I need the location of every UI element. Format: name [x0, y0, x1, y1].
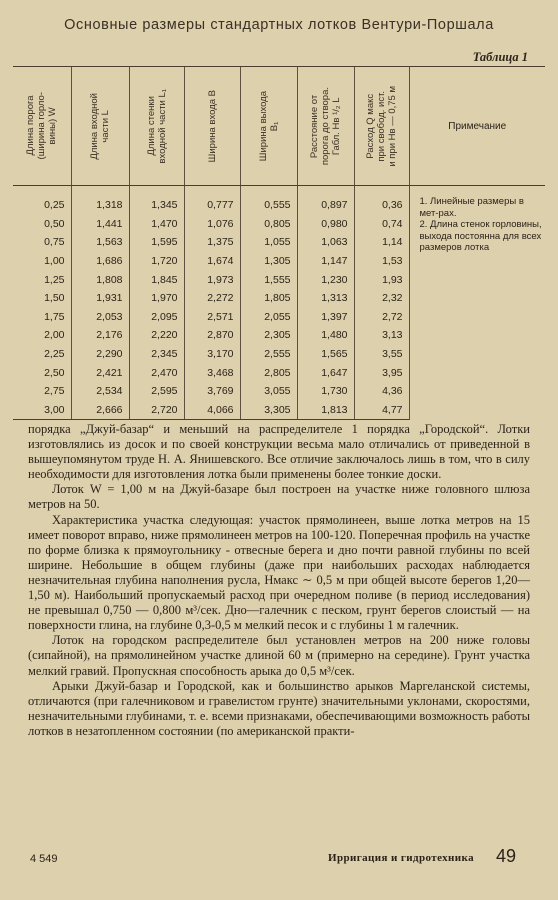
- table-cell: 2,220: [129, 326, 184, 345]
- table-cell: 3,769: [184, 382, 240, 401]
- table-cell: 0,805: [240, 215, 297, 234]
- table-cell: 2,290: [71, 345, 129, 364]
- table-cell: 1,595: [129, 233, 184, 252]
- table-notes: [409, 186, 545, 420]
- col-header-max-discharge: Расход Q макс при свобод. ист. и при Hв — 0,75 м: [354, 67, 409, 186]
- table-cell: 2,534: [71, 382, 129, 401]
- table-cell: 1,055: [240, 233, 297, 252]
- paragraph: Лоток W = 1,00 м на Джуй-базаре был построен на участке ниже головного шлюза метров на 50.: [28, 482, 530, 512]
- table-cell: 1,565: [297, 345, 354, 364]
- table-cell: 4,066: [184, 401, 240, 420]
- table-cell: 0,74: [354, 215, 409, 234]
- table-cell: 2,666: [71, 401, 129, 420]
- table-cell: 1,441: [71, 215, 129, 234]
- table-cell: 1,345: [129, 186, 184, 215]
- table-cell: 1,563: [71, 233, 129, 252]
- table-cell: 2,305: [240, 326, 297, 345]
- table-cell: 0,25: [44, 199, 65, 212]
- table-cell: 0,980: [297, 215, 354, 234]
- table-cell: 1,845: [129, 270, 184, 289]
- table-cell: 4,36: [354, 382, 409, 401]
- table-label: Таблица 1: [472, 50, 528, 64]
- table-cell: 1,50: [44, 292, 65, 305]
- table-header-row: [13, 67, 545, 186]
- table-cell: 4,77: [354, 401, 409, 420]
- table-cell: 1,53: [354, 252, 409, 271]
- table-cell: 0,50: [44, 217, 65, 230]
- table-cell: 1,375: [184, 233, 240, 252]
- table-cell: 2,555: [240, 345, 297, 364]
- table-cell: 2,805: [240, 363, 297, 382]
- table-note: 2. Длина стенок горловины, выхода постоянна для всех размеров лотка: [419, 219, 542, 254]
- table-cell: 2,75: [44, 385, 65, 398]
- table-cell: 3,468: [184, 363, 240, 382]
- table-cell: 1,480: [297, 326, 354, 345]
- table-cell: 2,870: [184, 326, 240, 345]
- col-header-distance: Расстояние от порога до створа. Габл. Hв ¹/₂ L: [297, 67, 354, 186]
- table-cell: 3,170: [184, 345, 240, 364]
- paragraph: порядка „Джуй-базар“ и меньший на распределителе 1 порядка „Городской“. Лотки изготовлялись из досок и по своей конструкции весьма мало отличались от приведенной в вышеупомянутом труде Н. А. Янишевского. Все отличие заключалось лишь в том, что в силу необходимости для изготовления лотка были применены более тонкие доски.: [28, 422, 530, 482]
- table-cell: 1,555: [240, 270, 297, 289]
- table-cell: 2,272: [184, 289, 240, 308]
- table-cell: 1,647: [297, 363, 354, 382]
- paragraph: Характеристика участка следующая: участок прямолинеен, выше лотка метров на 15 имеет поворот вправо, ниже прямолинеен метров на 100-120. Поперечная профиль на участке по форме близка к прямоугольнику - отвесные берега и дно почти равной глубины по всей ширине. Небольшие в общем глубины (даже при наибольших расходах наблюдается незначительная глубина наполнения русла, Hмакс ∼ 0,5 м при общей высоте берегов 1,20—1,50 м). Наибольший пропускаемый расход при очередном поливе (в период исследования) не превышал 0,750 — 0,800 м³/сек. Дно—галечник с песком, грунт берегов слоистый — на поверхности глина, на глубине 0,3-0,5 м мелкий песок и с глубины 1 м галечник.: [28, 512, 530, 633]
- table-cell: 2,421: [71, 363, 129, 382]
- table-cell: 0,36: [354, 186, 409, 215]
- table-cell: 2,32: [354, 289, 409, 308]
- table-cell: 2,00: [44, 329, 65, 342]
- table-cell: 1,313: [297, 289, 354, 308]
- table-cell: 1,318: [71, 186, 129, 215]
- table-cell: 3,55: [354, 345, 409, 364]
- table-cell: 1,00: [44, 255, 65, 268]
- table-cell: 1,970: [129, 289, 184, 308]
- col-header-inlet-wall-length: Длина стенки входной части L₁: [129, 67, 184, 186]
- table-cell: 0,897: [297, 186, 354, 215]
- body-text: [28, 422, 530, 739]
- table-cell: 3,95: [354, 363, 409, 382]
- table-cell: 2,095: [129, 308, 184, 327]
- table-cell: 1,147: [297, 252, 354, 271]
- table-cell: 1,75: [44, 310, 65, 323]
- col-header-threshold-length: Длина порога (ширина горло- вины) W: [13, 67, 71, 186]
- table-cell: 0,555: [240, 186, 297, 215]
- table-cell: 3,305: [240, 401, 297, 420]
- page-number: 49: [496, 846, 517, 866]
- table-cell: 1,25: [44, 273, 65, 286]
- table-cell: 1,808: [71, 270, 129, 289]
- journal-name: Ирригация и гидротехника: [328, 852, 474, 864]
- page-title: Основные размеры стандартных лотков Вентури-Поршала: [64, 17, 494, 33]
- table-cell: 2,25: [44, 348, 65, 361]
- table-cell: 1,720: [129, 252, 184, 271]
- printer-signature: 4 549: [30, 853, 58, 865]
- table-cell: 2,055: [240, 308, 297, 327]
- table-cell: 2,720: [129, 401, 184, 420]
- table-cell: 3,13: [354, 326, 409, 345]
- table-note: 1. Линейные размеры в мет-рах.: [419, 196, 524, 219]
- table-cell: 2,72: [354, 308, 409, 327]
- table-cell: 1,973: [184, 270, 240, 289]
- table-cell: 0,777: [184, 186, 240, 215]
- table-cell: 3,00: [13, 401, 71, 420]
- col-header-inlet-width: Ширина входа B: [184, 67, 240, 186]
- table-cell: 1,730: [297, 382, 354, 401]
- col-header-outlet-width: Ширина выхода B₁: [240, 67, 297, 186]
- paragraph: Арыки Джуй-базар и Городской, как и большинство арыков Маргеланской системы, отличаются (при галечниковом и гравелистом грунте) значительными уклонами, скоростями, незначительными глубинами, т. е. всеми признаками, обеспечивающими возможность работы лотков в незатопленном состоянии (по американской практи-: [28, 678, 530, 738]
- col-header-inlet-length: Длина входной части L: [71, 67, 129, 186]
- dimensions-table: [13, 66, 545, 420]
- col-header-note: Примечание: [409, 67, 545, 186]
- table-cell: 1,93: [354, 270, 409, 289]
- table-cell: 2,470: [129, 363, 184, 382]
- table-cell: 2,595: [129, 382, 184, 401]
- table-cell: 1,063: [297, 233, 354, 252]
- table-cell: 2,176: [71, 326, 129, 345]
- paragraph: Лоток на городском распределителе был установлен метров на 200 ниже головы (сипайной), на прямолинейном участке длиной 60 м (примерно на середине). Грунт участка мелкий гравий. Пропускная способность арыка до 0,5 м³/сек.: [28, 633, 530, 678]
- table-cell: 2,50: [44, 366, 65, 379]
- table-cell: 1,470: [129, 215, 184, 234]
- table-cell: 1,14: [354, 233, 409, 252]
- table-cell: 2,571: [184, 308, 240, 327]
- table-cell: 1,813: [297, 401, 354, 420]
- table-cell: 1,674: [184, 252, 240, 271]
- table-cell: 1,931: [71, 289, 129, 308]
- table-cell: 1,397: [297, 308, 354, 327]
- table-cell: 3,055: [240, 382, 297, 401]
- table-cell: 1,076: [184, 215, 240, 234]
- table-cell: 1,805: [240, 289, 297, 308]
- table-cell: 2,053: [71, 308, 129, 327]
- table-row: [13, 186, 545, 215]
- table-cell: 0,75: [44, 236, 65, 249]
- table-cell: 1,230: [297, 270, 354, 289]
- table-cell: 1,305: [240, 252, 297, 271]
- table-cell: 1,686: [71, 252, 129, 271]
- table-cell: 2,345: [129, 345, 184, 364]
